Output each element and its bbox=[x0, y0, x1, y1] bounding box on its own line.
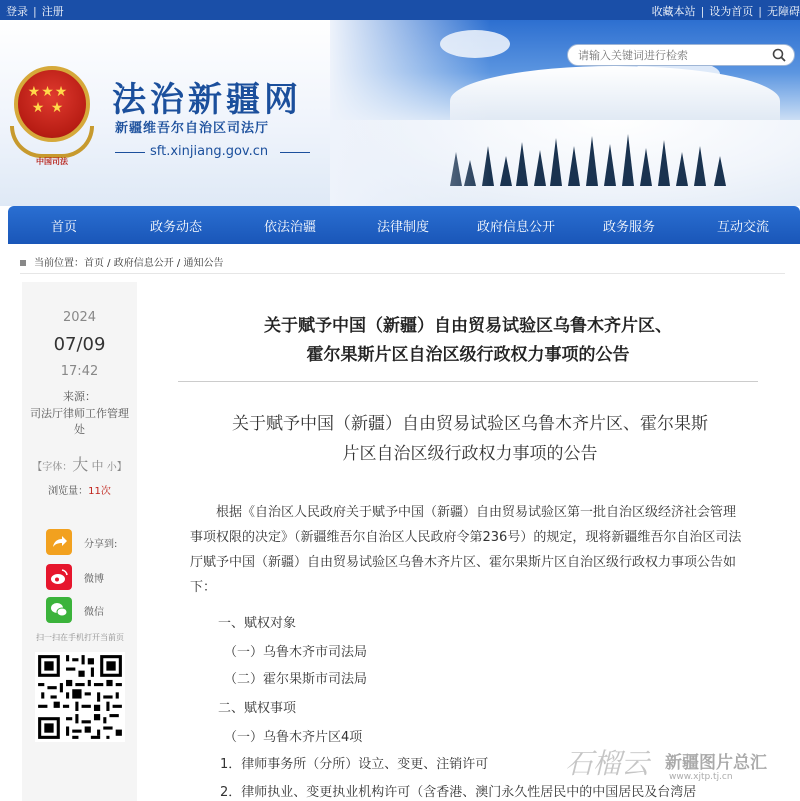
emblem-wreath bbox=[10, 126, 94, 158]
divider bbox=[20, 273, 785, 274]
separator: | bbox=[33, 5, 37, 18]
font-size-medium[interactable]: 中 bbox=[91, 459, 104, 473]
tree-shape bbox=[550, 138, 562, 186]
font-size-small[interactable]: 小 bbox=[106, 462, 117, 473]
qr-code-icon[interactable] bbox=[35, 652, 125, 742]
tree-shape bbox=[694, 146, 706, 186]
main-nav bbox=[8, 206, 800, 244]
article-line: 2．律师执业、变更执业机构许可（含香港、澳门永久性居民中的中国居民及台湾居 bbox=[220, 785, 697, 800]
tree-shape bbox=[534, 150, 546, 186]
share-button[interactable] bbox=[46, 529, 136, 555]
tree-shape bbox=[586, 136, 598, 186]
nav-item-services[interactable]: 政务服务 bbox=[602, 220, 655, 235]
tree-shape bbox=[658, 140, 670, 186]
watermark-brand: 新疆图片总汇 bbox=[665, 753, 767, 773]
qr-note: 扫一扫在手机打开当前页 bbox=[36, 633, 124, 642]
tree-shape bbox=[568, 146, 580, 186]
top-bar-left bbox=[6, 3, 64, 19]
share-icon bbox=[46, 529, 72, 555]
breadcrumb-path[interactable]: 首页 / 政府信息公开 / 通知公告 bbox=[84, 258, 224, 269]
site-title[interactable]: 法治新疆网 bbox=[112, 80, 302, 120]
article-paragraph: 根据《自治区人民政府关于赋予中国（新疆）自由贸易试验区第一批自治区级经济社会管理事项权限的决定》（新疆维吾尔自治区人民政府令第236号）的规定，现将新疆维吾尔自治区司法厅赋予中国（新疆）自由贸易试验区乌鲁木齐片区、霍尔果斯片区自治区级行政权力事项公告如下： bbox=[190, 505, 742, 595]
views-value: 11次 bbox=[88, 486, 111, 497]
divider bbox=[280, 152, 310, 153]
wechat-icon bbox=[46, 597, 72, 623]
top-bar-right bbox=[652, 3, 800, 19]
tree-shape bbox=[714, 156, 726, 186]
source-label: 来源： bbox=[63, 390, 96, 403]
breadcrumb-label: 当前位置： bbox=[34, 258, 84, 269]
nav-item-gov-info[interactable]: 政府信息公开 bbox=[476, 220, 555, 235]
source-value: 司法厅律师工作管理处 bbox=[30, 407, 129, 436]
login-link[interactable]: 登录 bbox=[6, 5, 28, 18]
font-size-large[interactable]: 大 bbox=[72, 455, 89, 474]
article-line: （一）乌鲁木齐片区4项 bbox=[224, 730, 363, 745]
nav-item-news[interactable]: 政务动态 bbox=[149, 220, 202, 235]
article-meta-panel bbox=[22, 282, 137, 801]
banner-fade bbox=[330, 20, 490, 206]
separator: | bbox=[700, 5, 705, 18]
site-url: sft.xinjiang.gov.cn bbox=[150, 144, 269, 159]
view-count bbox=[22, 482, 137, 497]
share-label: 分享到: bbox=[84, 539, 118, 550]
article-line: （一）乌鲁木齐市司法局 bbox=[224, 645, 368, 660]
font-size-close: 】 bbox=[116, 462, 127, 473]
star-icon: ★★★ ★ ★ bbox=[27, 84, 69, 116]
search-box bbox=[567, 44, 795, 66]
site-subtitle: 新疆维吾尔自治区司法厅 bbox=[115, 121, 270, 136]
article-title-line: 关于赋予中国（新疆）自由贸易试验区乌鲁木齐片区、 bbox=[264, 316, 672, 336]
article-line: 一、赋权对象 bbox=[218, 616, 297, 631]
article-subtitle-line: 片区自治区级行政权力事项的公告 bbox=[342, 444, 598, 464]
publish-date: 07/09 bbox=[53, 334, 106, 355]
favorite-link[interactable]: 收藏本站 bbox=[651, 5, 696, 18]
nav-item-legal-system[interactable]: 法律制度 bbox=[376, 220, 429, 235]
register-link[interactable]: 注册 bbox=[41, 5, 64, 18]
views-label: 浏览量： bbox=[48, 486, 89, 497]
wechat-label: 微信 bbox=[84, 607, 104, 618]
article-subtitle-line: 关于赋予中国（新疆）自由贸易试验区乌鲁木齐片区、霍尔果斯 bbox=[232, 414, 708, 434]
watermark-logo-icon: 石榴云 bbox=[565, 747, 650, 780]
watermark bbox=[565, 742, 790, 787]
tree-shape bbox=[622, 134, 634, 186]
nav-item-home[interactable]: 首页 bbox=[50, 220, 77, 235]
accessible-link[interactable]: 无障碍 bbox=[767, 5, 800, 18]
separator: | bbox=[758, 5, 762, 18]
location-icon bbox=[20, 260, 26, 266]
tree-shape bbox=[500, 156, 512, 186]
article-line: （二）霍尔果斯市司法局 bbox=[224, 672, 368, 687]
breadcrumb bbox=[20, 254, 223, 269]
nav-item-rule-of-law[interactable]: 依法治疆 bbox=[263, 220, 316, 235]
wechat-button[interactable] bbox=[46, 597, 136, 623]
watermark-url: www.xjtp.tj.cn bbox=[669, 772, 733, 782]
font-size-control bbox=[22, 452, 137, 475]
divider bbox=[115, 152, 145, 153]
tree-shape bbox=[676, 152, 688, 186]
article-line: 二、赋权事项 bbox=[218, 701, 297, 716]
tree-shape bbox=[604, 144, 616, 186]
article-subtitle bbox=[190, 409, 750, 469]
tree-shape bbox=[640, 148, 652, 186]
set-home-link[interactable]: 设为首页 bbox=[709, 5, 754, 18]
top-bar bbox=[0, 0, 800, 20]
weibo-icon bbox=[46, 564, 72, 590]
article-title-line: 霍尔果斯片区自治区级行政权力事项的公告 bbox=[306, 345, 630, 365]
search-input[interactable] bbox=[578, 47, 758, 63]
publish-year: 2024 bbox=[62, 310, 97, 325]
weibo-label: 微博 bbox=[84, 574, 104, 585]
emblem-caption: 中国司法 bbox=[36, 157, 68, 166]
site-header bbox=[0, 20, 800, 206]
article-line: 1．律师事务所（分所）设立、变更、注销许可 bbox=[220, 757, 489, 772]
font-size-label: 【字体： bbox=[32, 462, 73, 473]
search-icon[interactable] bbox=[772, 48, 786, 62]
weibo-button[interactable] bbox=[46, 564, 136, 590]
article-title bbox=[178, 312, 758, 370]
nav-item-interaction[interactable]: 互动交流 bbox=[716, 220, 769, 235]
divider bbox=[178, 381, 758, 382]
court-emblem bbox=[10, 66, 94, 174]
publish-time: 17:42 bbox=[60, 364, 99, 379]
tree-shape bbox=[516, 142, 528, 186]
